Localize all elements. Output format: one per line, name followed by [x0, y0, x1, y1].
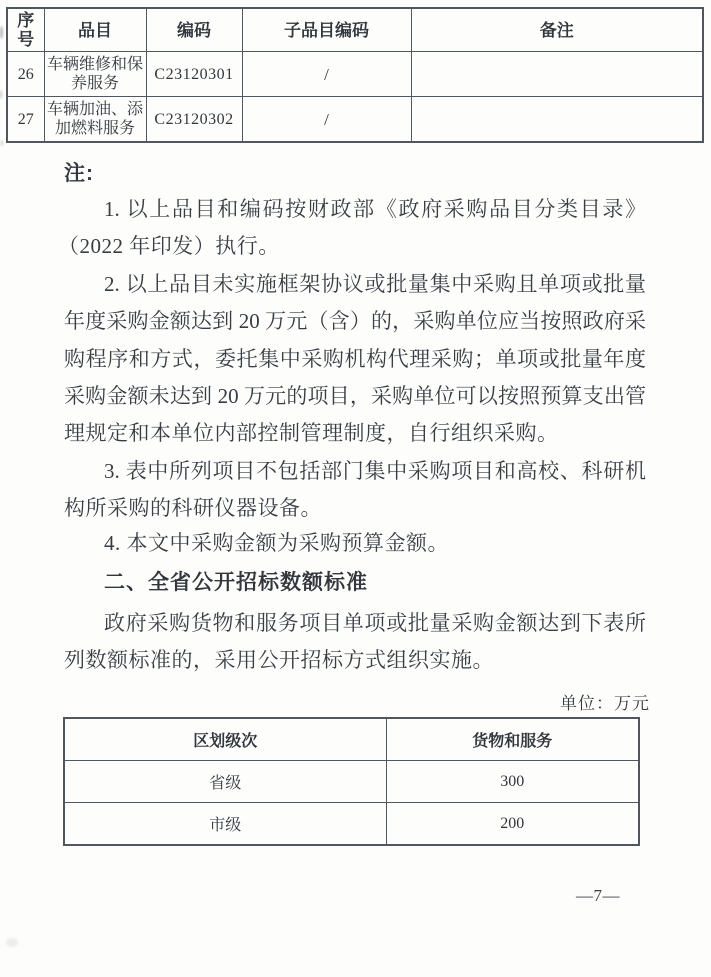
threshold-row-city [64, 803, 639, 846]
cell-seq: 27 [7, 97, 44, 143]
scan-speck [0, 26, 3, 39]
col-header-item: 品目 [44, 8, 146, 52]
cell-level: 省级 [64, 761, 386, 803]
section2-para-line1: 政府采购货物和服务项目单项或批量采购金额达到下表所 [104, 611, 646, 635]
cell-remark [411, 52, 703, 97]
note-line-2b: 年度采购金额达到 20 万元（含）的，采购单位应当按照政府采 [64, 309, 646, 333]
scan-speck [1, 140, 3, 146]
col-header-remark: 备注 [411, 8, 703, 52]
threshold-table [63, 717, 640, 846]
cell-seq: 26 [7, 52, 44, 97]
cell-code: C23120302 [146, 97, 242, 143]
note-line-2a: 2. 以上品目未实施框架协议或批量集中采购且单项或批量 [104, 272, 646, 296]
page-number: —7— [576, 886, 620, 905]
col-header-seq: 序号 [7, 8, 44, 52]
cell-subcode: / [242, 97, 411, 143]
cell-subcode: / [242, 52, 411, 97]
cell-level: 市级 [64, 803, 386, 846]
note-line-2e: 理规定和本单位内部控制管理制度，自行组织采购。 [64, 421, 559, 445]
note-line-3a: 3. 表中所列项目不包括部门集中采购项目和高校、科研机 [104, 459, 646, 483]
col-header-level: 区划级次 [64, 718, 386, 761]
col-header-code: 编码 [146, 8, 242, 52]
section2-para-line2: 列数额标准的，采用公开招标方式组织实施。 [64, 648, 494, 672]
cell-value: 300 [386, 761, 639, 803]
note-line-4: 4. 本文中采购金额为采购预算金额。 [104, 531, 449, 555]
table-row-26 [7, 52, 703, 97]
cell-code: C23120301 [146, 52, 242, 97]
cell-item: 车辆维修和保养服务 [44, 52, 146, 97]
cell-remark [411, 97, 703, 143]
section2-heading: 二、全省公开招标数额标准 [104, 571, 368, 594]
item-table-header-row [7, 8, 703, 52]
col-header-goods-services: 货物和服务 [386, 718, 639, 761]
note-line-1a: 1. 以上品目和编码按财政部《政府采购品目分类目录》 [104, 197, 646, 221]
item-code-table [6, 7, 704, 143]
scan-speck [0, 90, 2, 99]
note-line-1b: （2022 年印发）执行。 [58, 234, 280, 258]
scan-speck [6, 938, 18, 947]
note-line-2d: 采购金额未达到 20 万元的项目，采购单位可以按照预算支出管 [64, 384, 646, 408]
note-line-2c: 购程序和方式，委托集中采购机构代理采购；单项或批量年度 [64, 347, 646, 371]
unit-label: 单位：万元 [560, 694, 650, 713]
threshold-header-row [64, 718, 639, 761]
col-header-subcode: 子品目编码 [242, 8, 411, 52]
cell-item: 车辆加油、添加燃料服务 [44, 97, 146, 143]
threshold-row-province [64, 761, 639, 803]
cell-value: 200 [386, 803, 639, 846]
notes-label: 注: [64, 162, 94, 185]
table-row-27 [7, 97, 703, 143]
note-line-3b: 构所采购的科研仪器设备。 [64, 496, 322, 520]
